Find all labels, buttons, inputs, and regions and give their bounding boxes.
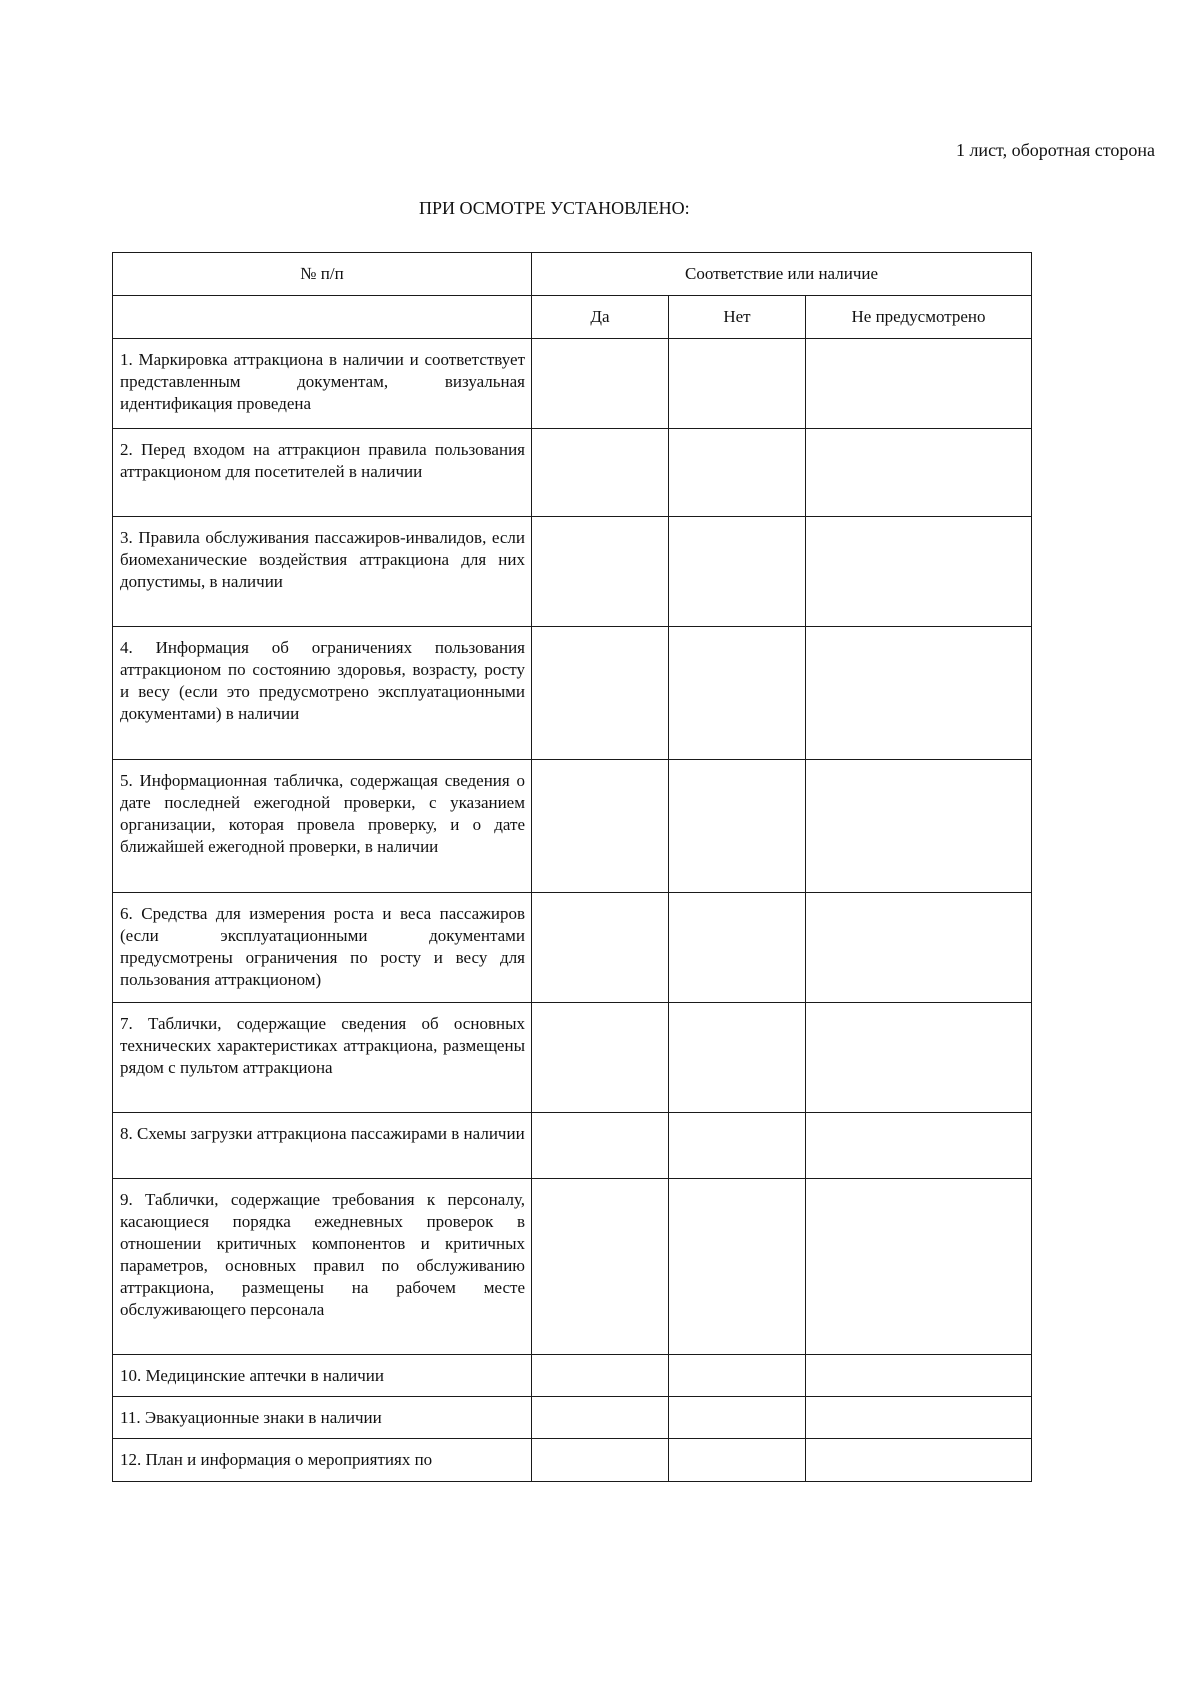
inspection-table [112,252,1032,1482]
subheader-empty-cell [113,296,532,339]
row-item-text: 1. Маркировка аттракциона в наличии и соответствует представленным документам, визуальная идентификация проведена [113,339,532,429]
col-group-header: Соответствие или наличие [532,253,1032,296]
not-provided-cell[interactable] [806,1439,1032,1482]
yes-cell[interactable] [532,1397,669,1439]
col-number-header: № п/п [113,253,532,296]
not-provided-cell[interactable] [806,429,1032,517]
yes-cell[interactable] [532,1439,669,1482]
table-subheader-row [113,296,1032,339]
not-provided-cell[interactable] [806,1397,1032,1439]
col-yes-header: Да [532,296,669,339]
no-cell[interactable] [669,1439,806,1482]
not-provided-cell[interactable] [806,1003,1032,1113]
col-not-provided-header: Не предусмотрено [806,296,1032,339]
row-item-text: 3. Правила обслуживания пассажиров-инвалидов, если биомеханические воздействия аттракциона для них допустимы, в наличии [113,517,532,627]
yes-cell[interactable] [532,339,669,429]
no-cell[interactable] [669,760,806,893]
no-cell[interactable] [669,1355,806,1397]
no-cell[interactable] [669,1113,806,1179]
table-row [113,517,1032,627]
no-cell[interactable] [669,893,806,1003]
not-provided-cell[interactable] [806,1113,1032,1179]
row-item-text: 7. Таблички, содержащие сведения об основных технических характеристиках аттракциона, размещены рядом с пультом аттракциона [113,1003,532,1113]
no-cell[interactable] [669,339,806,429]
col-no-header: Нет [669,296,806,339]
yes-cell[interactable] [532,760,669,893]
table-row [113,1355,1032,1397]
row-item-text: 9. Таблички, содержащие требования к персоналу, касающиеся порядка ежедневных проверок в отношении критичных компонентов и критичных параметров, основных правил по обслуживанию аттракциона, размещены на рабочем месте обслуживающего персонала [113,1179,532,1355]
table-row [113,339,1032,429]
document-title: ПРИ ОСМОТРЕ УСТАНОВЛЕНО: [419,198,690,218]
not-provided-cell[interactable] [806,1355,1032,1397]
table-row [113,627,1032,760]
table-header-row [113,253,1032,296]
yes-cell[interactable] [532,627,669,760]
row-item-text: 6. Средства для измерения роста и веса пассажиров (если эксплуатационными документами предусмотрены ограничения по росту и весу для пользования аттракционом) [113,893,532,1003]
table-row [113,1179,1032,1355]
no-cell[interactable] [669,1003,806,1113]
not-provided-cell[interactable] [806,627,1032,760]
table-row [113,760,1032,893]
not-provided-cell[interactable] [806,760,1032,893]
not-provided-cell[interactable] [806,517,1032,627]
no-cell[interactable] [669,517,806,627]
no-cell[interactable] [669,429,806,517]
row-item-text: 5. Информационная табличка, содержащая сведения о дате последней ежегодной проверки, с указанием организации, которая провела проверку, и о дате ближайшей ежегодной проверки, в наличии [113,760,532,893]
table-row [113,1113,1032,1179]
yes-cell[interactable] [532,1003,669,1113]
no-cell[interactable] [669,1179,806,1355]
yes-cell[interactable] [532,893,669,1003]
table-row [113,1003,1032,1113]
row-item-text: 11. Эвакуационные знаки в наличии [113,1397,532,1439]
sheet-label: 1 лист, оборотная сторона [955,140,1155,160]
row-item-text: 10. Медицинские аптечки в наличии [113,1355,532,1397]
table-row [113,1439,1032,1482]
row-item-text: 4. Информация об ограничениях пользования аттракционом по состоянию здоровья, возрасту, росту и весу (если это предусмотрено эксплуатационными документами) в наличии [113,627,532,760]
table-row [113,893,1032,1003]
no-cell[interactable] [669,627,806,760]
yes-cell[interactable] [532,1113,669,1179]
row-item-text: 2. Перед входом на аттракцион правила пользования аттракционом для посетителей в наличии [113,429,532,517]
table-row [113,1397,1032,1439]
row-item-text: 8. Схемы загрузки аттракциона пассажирами в наличии [113,1113,532,1179]
yes-cell[interactable] [532,1355,669,1397]
no-cell[interactable] [669,1397,806,1439]
yes-cell[interactable] [532,517,669,627]
not-provided-cell[interactable] [806,339,1032,429]
yes-cell[interactable] [532,429,669,517]
row-item-text: 12. План и информация о мероприятиях по [113,1439,532,1482]
not-provided-cell[interactable] [806,893,1032,1003]
not-provided-cell[interactable] [806,1179,1032,1355]
yes-cell[interactable] [532,1179,669,1355]
table-row [113,429,1032,517]
